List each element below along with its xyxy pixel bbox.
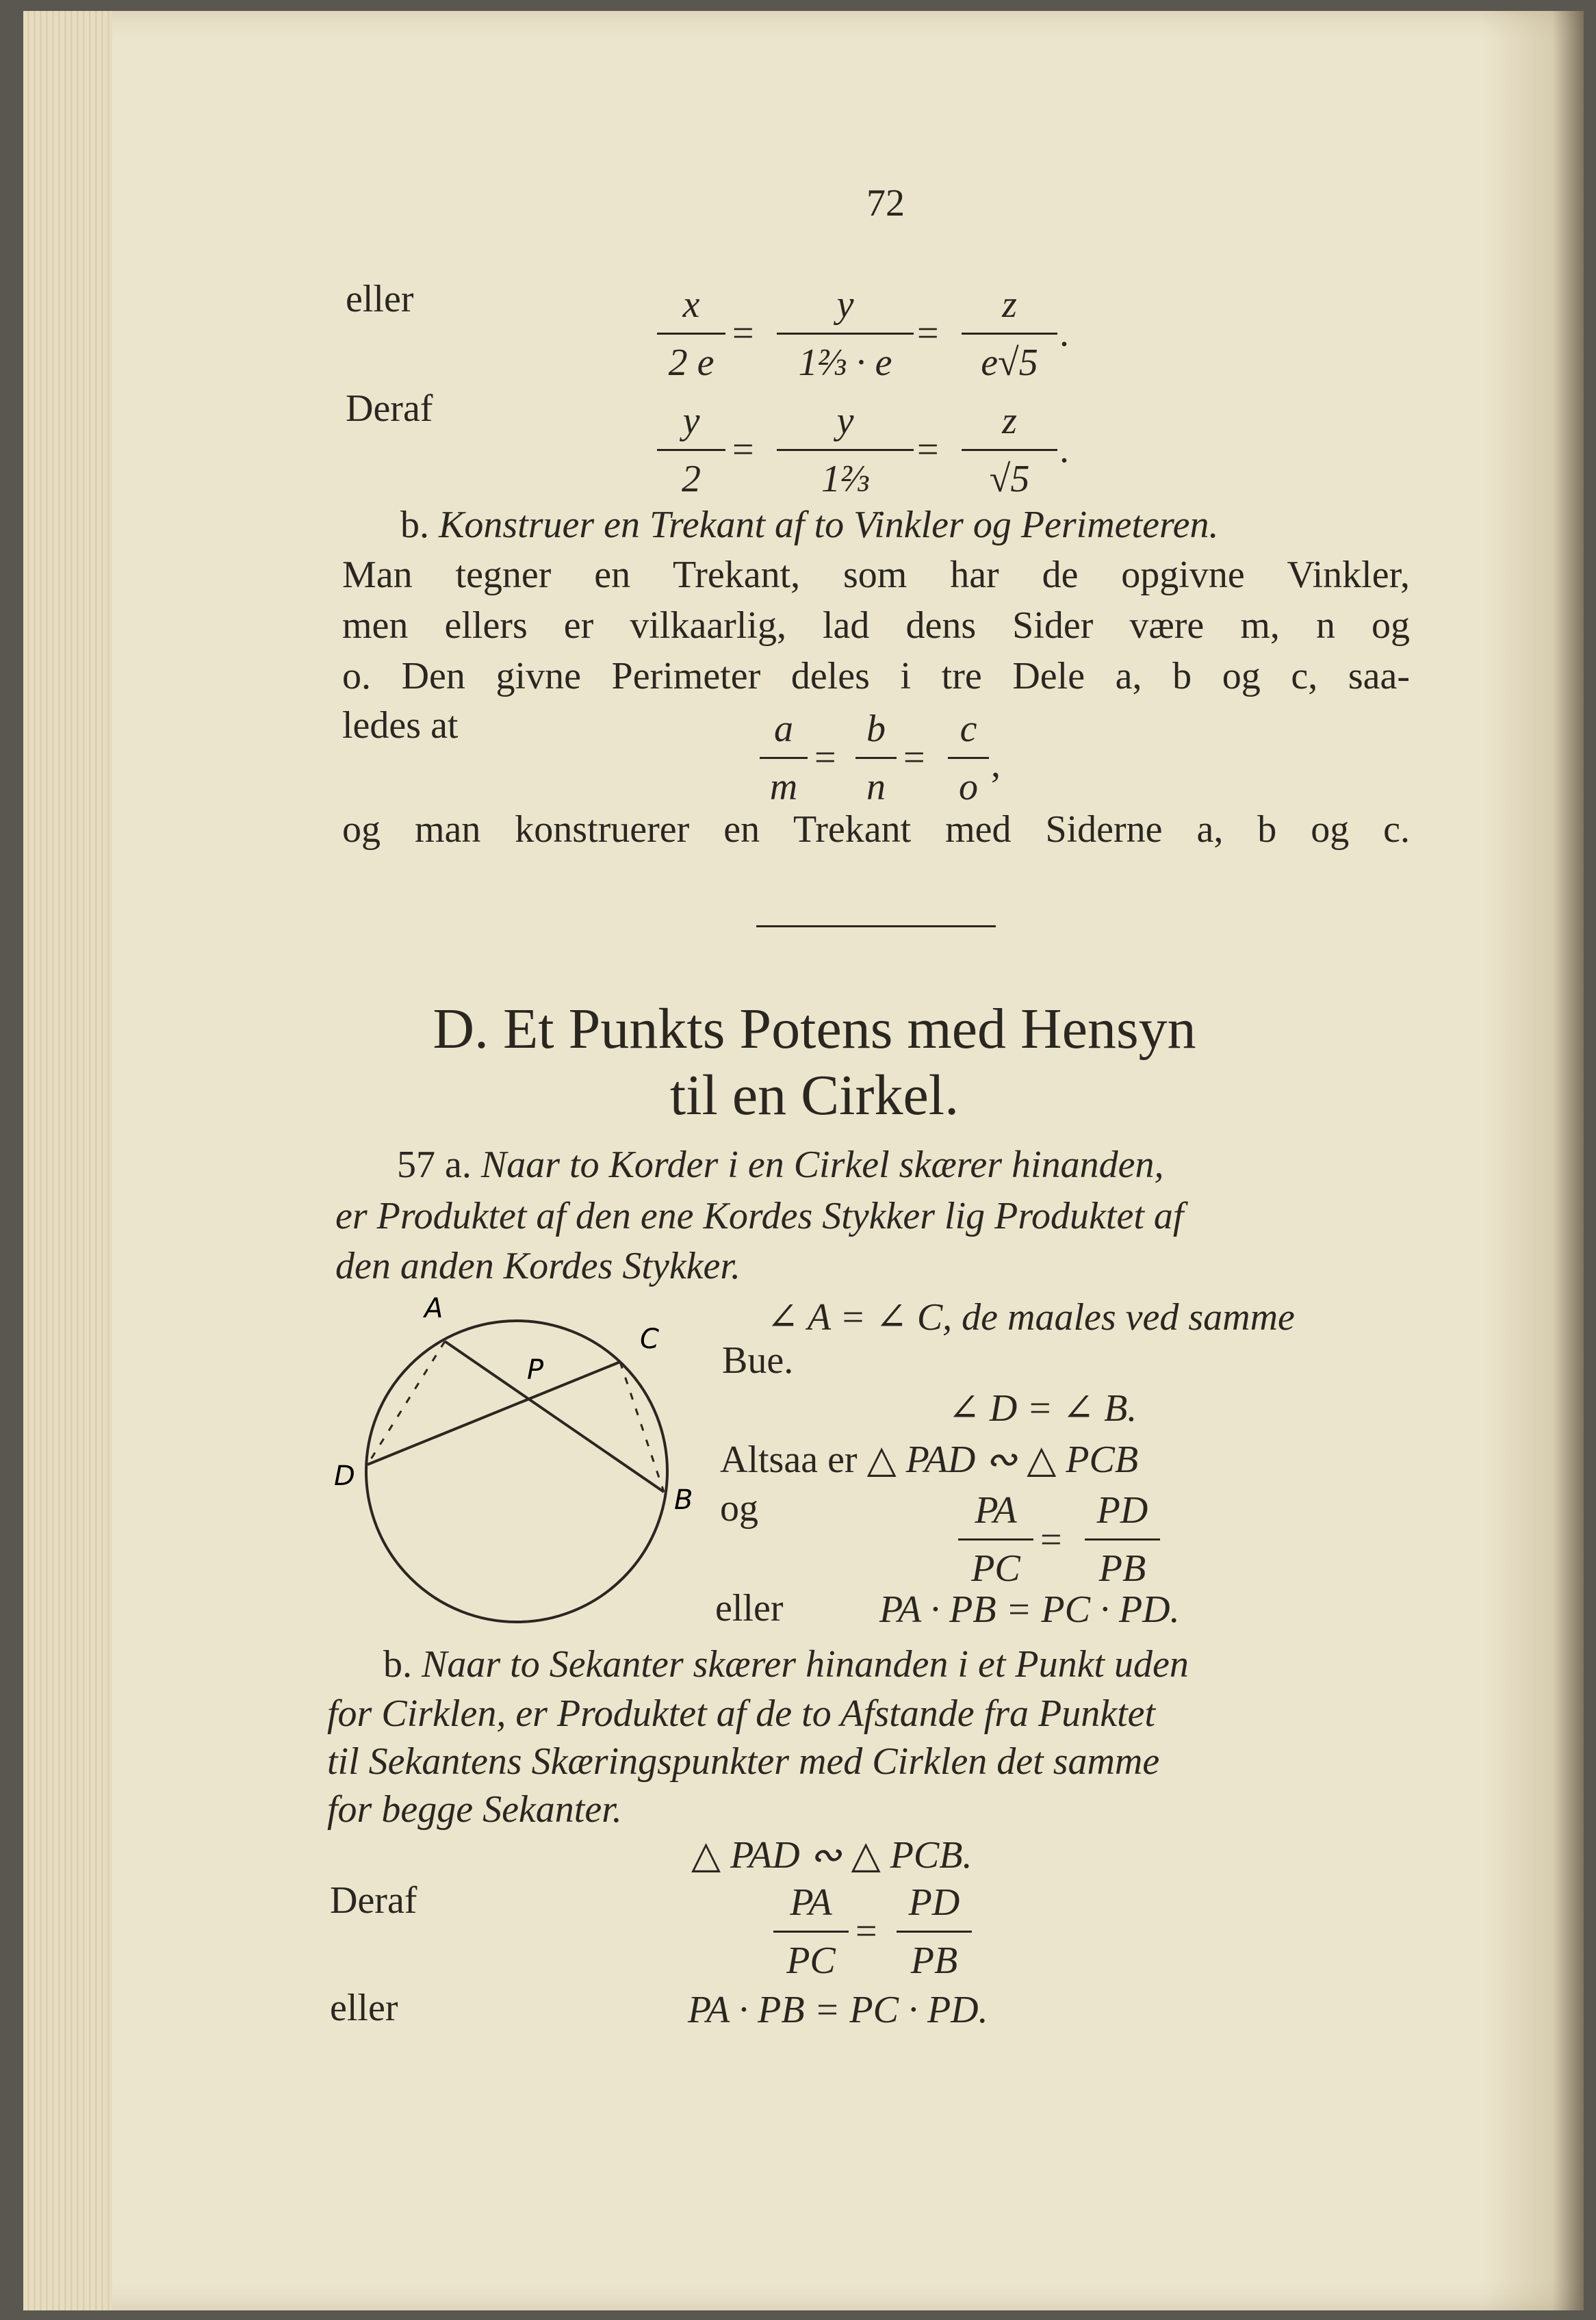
eq2-op-1: = <box>732 428 754 471</box>
eq2-f2-den: 1⅔ <box>821 458 869 500</box>
p57b-line-3: til Sekantens Skæringspunkter med Cirklen det samme <box>327 1740 1160 1783</box>
eq1-op-2: = <box>917 312 939 355</box>
part-b-frac-a: a m <box>760 705 808 811</box>
p57b-similar: △ PAD ∾ △ PCB. <box>691 1834 973 1877</box>
eq1-f1-num: x <box>682 283 700 326</box>
altsaa-prefix: Altsaa er <box>720 1439 858 1481</box>
eq2-f1-den: 2 <box>682 458 701 500</box>
angle-d-b: ∠ D = ∠ B. <box>948 1387 1137 1430</box>
p57a-text-1: Naar to Korder i en Cirkel skærer hinanden, <box>480 1144 1164 1186</box>
section-title-line-2: til en Cirkel. <box>669 1064 960 1127</box>
eq1-f1-den: 2 e <box>668 341 715 384</box>
eq1-fraction-3 <box>962 281 1057 387</box>
part-b-line-4: o. Den givne Perimeter deles i tre Dele a, b og c, saa- <box>342 655 1410 697</box>
eq2-op-2: = <box>917 428 939 471</box>
p57b-line-4: for begge Sekanter. <box>327 1788 622 1831</box>
similar-triangles: △ PAD ∾ △ PCB <box>866 1439 1139 1481</box>
page-edge-stack <box>23 11 112 2310</box>
eq1-f2-num: y <box>836 283 854 326</box>
eq2-label: Deraf <box>346 387 433 430</box>
eq2-op-3: . <box>1059 428 1069 471</box>
part-b-eq-2: = <box>903 736 925 779</box>
og-text: og <box>720 1487 758 1530</box>
part-b-eq-1: = <box>814 736 836 779</box>
ratio-eq: = <box>1040 1519 1062 1561</box>
label-a: A <box>424 1293 443 1324</box>
eq1-f3-num: z <box>1002 283 1017 326</box>
part-b-line-3: men ellers er vilkaarlig, lad dens Sider være m, n og <box>342 604 1410 647</box>
part-b-frac-b: b n <box>855 705 897 811</box>
eller-label-1: eller <box>715 1587 784 1629</box>
eller-label-2: eller <box>330 1987 398 2029</box>
eq1-fraction-2 <box>777 281 914 387</box>
intersecting-chords-figure <box>322 1287 705 1642</box>
p57a-number: 57 a. <box>397 1144 472 1186</box>
label-c: C <box>640 1324 659 1355</box>
ratio-frac-1: PA PC <box>958 1486 1033 1593</box>
page-gutter-shadow <box>1481 11 1584 2310</box>
page-number: 72 <box>866 182 905 224</box>
eq2-fraction-1 <box>657 397 725 503</box>
eq2-f3-den: √5 <box>989 458 1030 500</box>
p57b-eq: = <box>855 1910 877 1952</box>
part-b-line-1 <box>400 503 1219 547</box>
part-b-heading: Konstruer en Trekant af to Vinkler og Perimeteren. <box>439 504 1219 546</box>
part-b-comma: , <box>991 743 1001 786</box>
eq2-f1-num: y <box>682 400 700 442</box>
p57b-line-1 <box>383 1642 1189 1686</box>
section-divider <box>756 925 996 927</box>
p57b-frac-2: PD PB <box>897 1879 972 1985</box>
product-equation-1: PA · PB = PC · PD. <box>879 1588 1180 1631</box>
part-b-line-5: ledes at <box>342 704 459 747</box>
p57b-prefix: b. <box>383 1643 412 1686</box>
eq2-fraction-2 <box>777 397 914 503</box>
product-equation-2: PA · PB = PC · PD. <box>688 1989 988 2031</box>
eq1-op-1: = <box>732 312 754 355</box>
eq1-fraction-1 <box>657 281 725 387</box>
eq2-f2-num: y <box>836 400 854 442</box>
p57b-text-1: Naar to Sekanter skærer hinanden i et Punkt uden <box>422 1643 1189 1686</box>
p57a-line-2: er Produktet af den ene Kordes Stykker lig Produktet af <box>335 1195 1184 1237</box>
ratio-frac-2: PD PB <box>1085 1486 1160 1593</box>
p57a-line-3: den anden Kordes Stykker. <box>335 1245 741 1287</box>
eq1-op-3: . <box>1059 312 1069 355</box>
eq1-f3-den: e√5 <box>981 341 1038 384</box>
part-b-closing: og man konstruerer en Trekant med Siderne a, b og c. <box>342 808 1410 851</box>
bue-text: Bue. <box>722 1339 794 1382</box>
label-p: P <box>527 1354 544 1386</box>
label-b: B <box>674 1484 693 1516</box>
section-title-line-1: D. Et Punkts Potens med Hensyn <box>433 997 1196 1061</box>
eq2-f3-num: z <box>1002 400 1017 442</box>
angle-statement: ∠ A = ∠ C, de maales ved samme <box>767 1296 1295 1339</box>
p57a-line-1 <box>397 1143 1163 1187</box>
eq1-label: eller <box>346 278 414 320</box>
label-d: D <box>334 1460 355 1492</box>
eq1-f2-den: 1⅔ · e <box>798 341 892 384</box>
p57b-deraf: Deraf <box>330 1879 417 1922</box>
p57b-line-2: for Cirklen, er Produktet af de to Afstande fra Punktet <box>327 1692 1156 1735</box>
p57b-frac-1: PA PC <box>773 1879 849 1985</box>
altsaa-line <box>720 1437 1138 1482</box>
eq2-fraction-3 <box>962 397 1057 503</box>
part-b-prefix: b. <box>400 504 439 546</box>
part-b-line-2: Man tegner en Trekant, som har de opgivne Vinkler, <box>342 554 1410 596</box>
part-b-frac-c: c o <box>948 705 989 811</box>
